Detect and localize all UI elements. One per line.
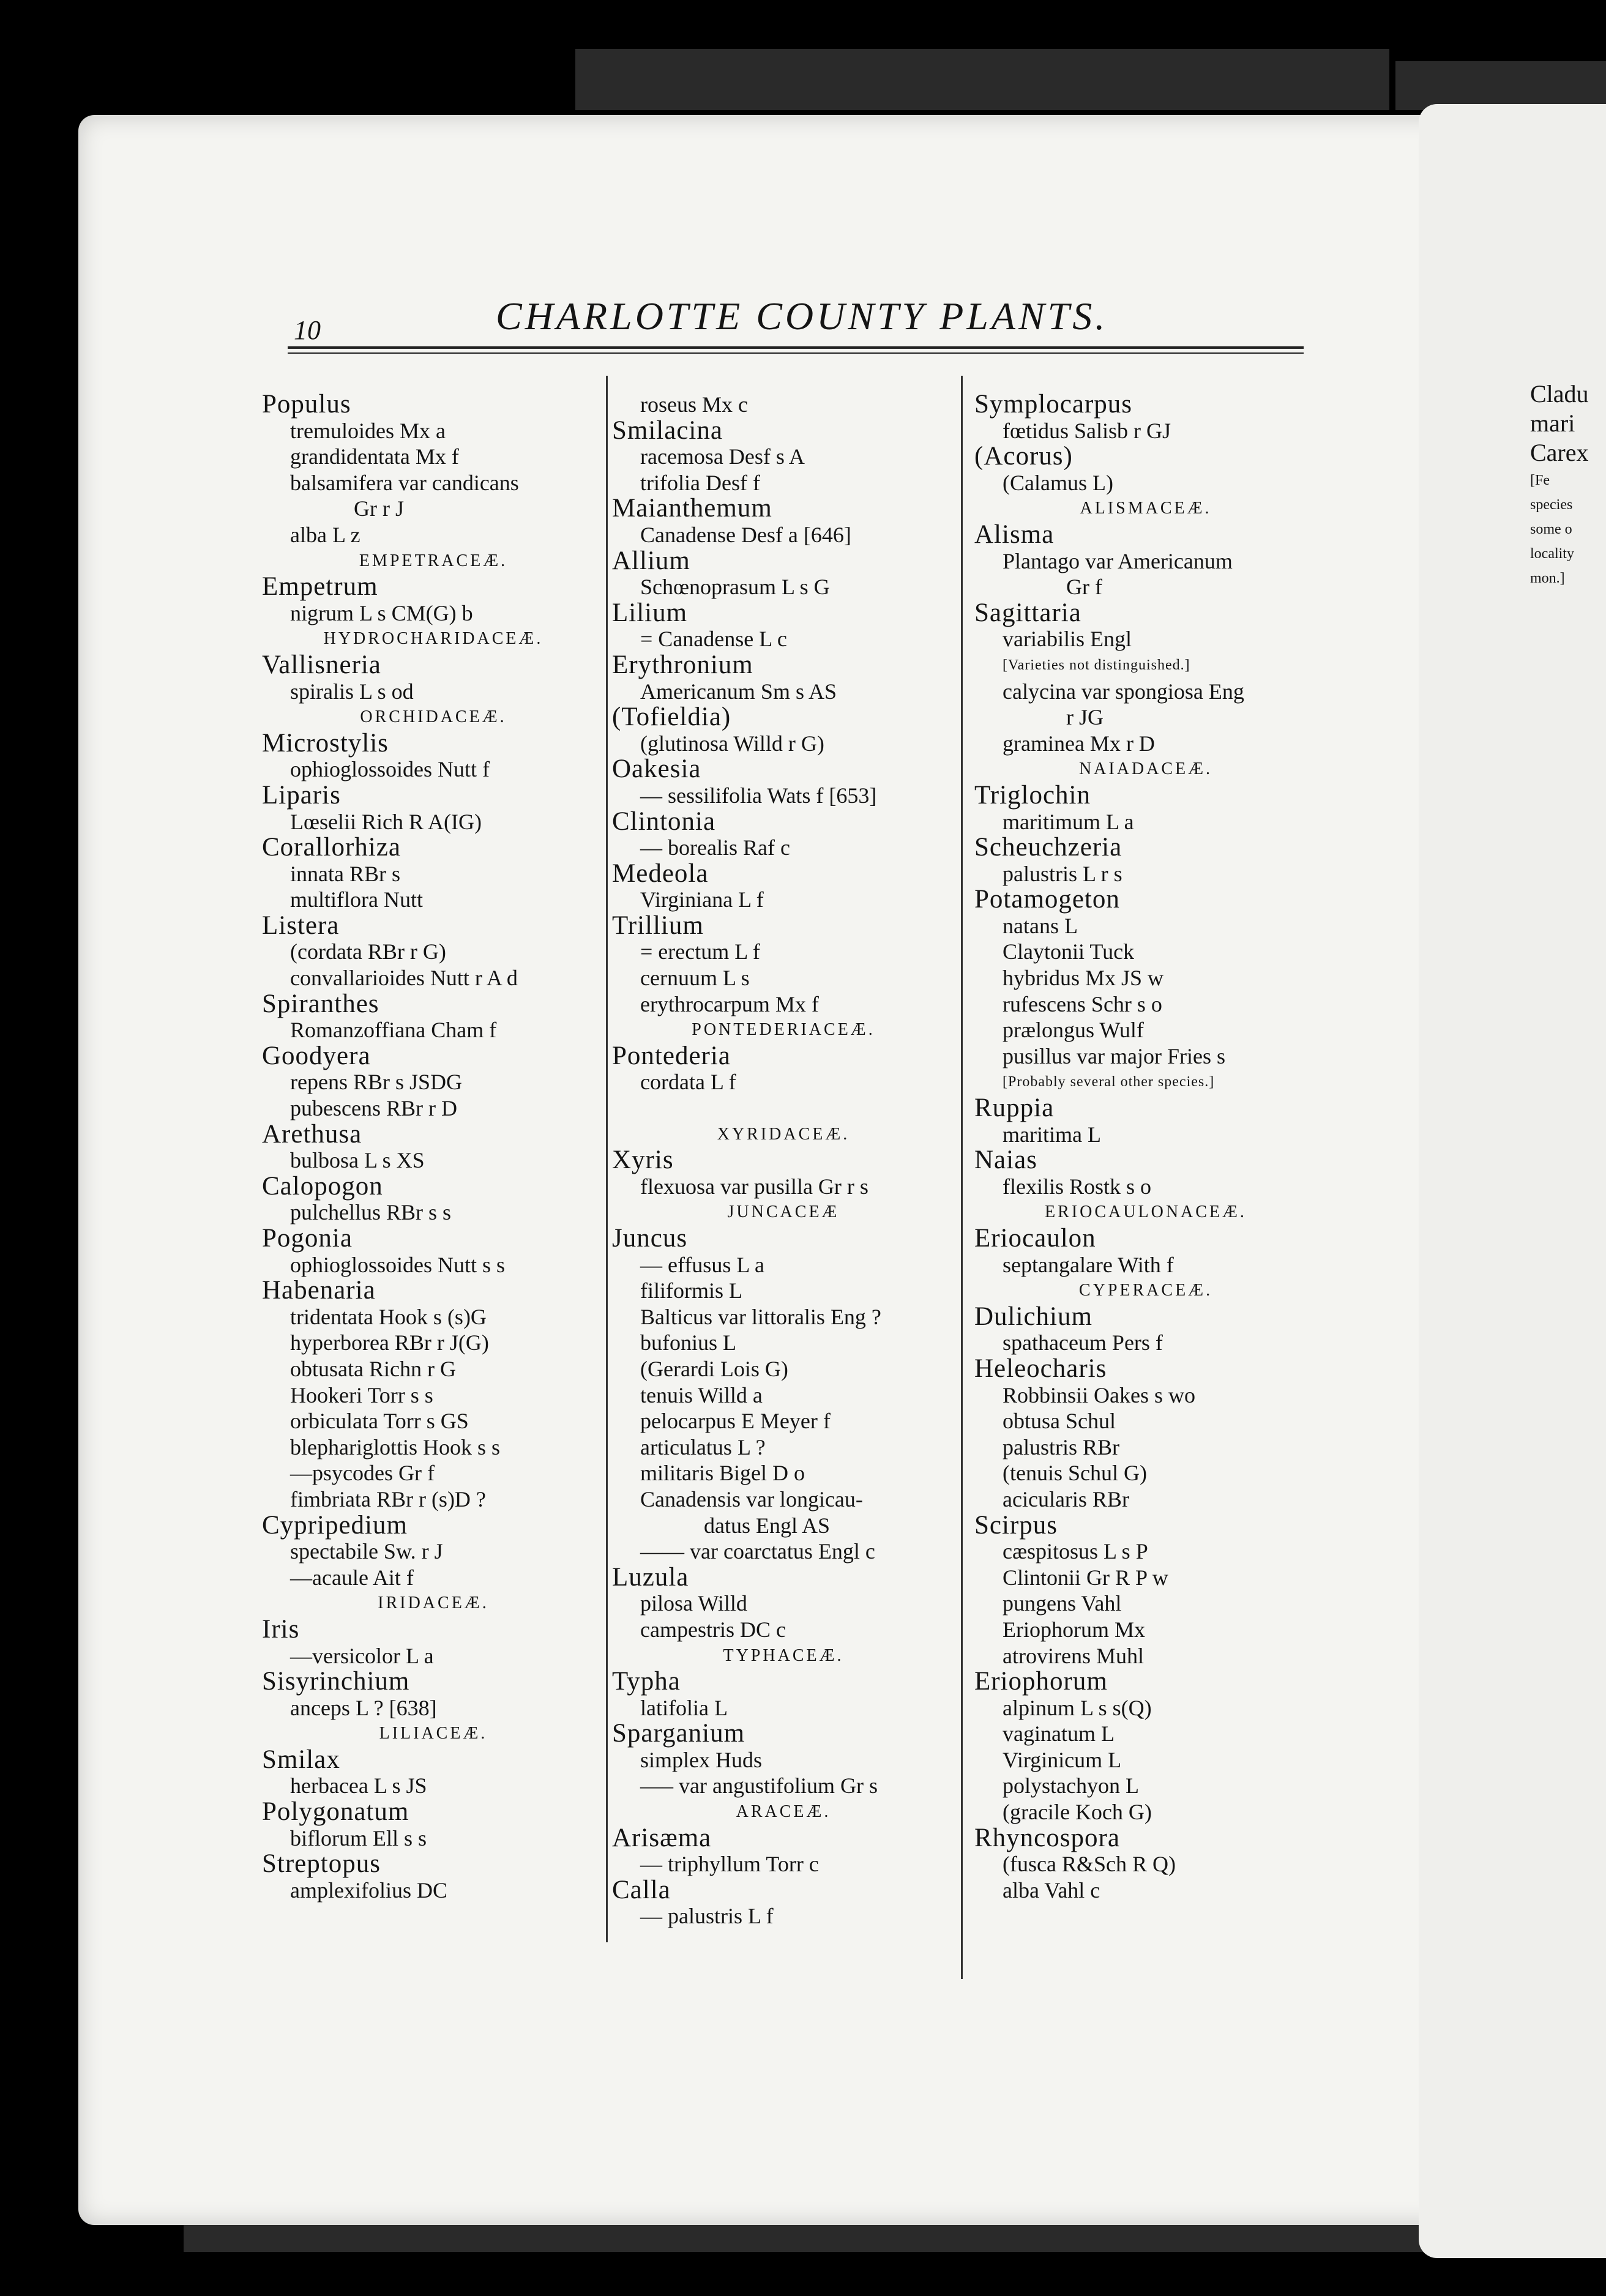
genus-name: Erythronium <box>612 650 753 679</box>
genus-name: Potamogeton <box>974 885 1120 914</box>
species-entry: cæspitosus L s P <box>1003 1539 1148 1564</box>
genus-name: Microstylis <box>262 728 389 758</box>
family-heading: LILIACEÆ. <box>379 1724 488 1743</box>
species-entry: ophioglossoides Nutt s s <box>290 1252 506 1277</box>
species-entry: — borealis Raf c <box>640 835 790 860</box>
genus-name: Sisyrinchium <box>262 1667 410 1696</box>
species-entry: campestris DC c <box>640 1617 786 1642</box>
species-entry: Lœselii Rich R A(IG) <box>290 809 482 834</box>
genus-name: Naias <box>974 1146 1037 1175</box>
genus-name: Populus <box>262 390 351 419</box>
species-entry: simplex Huds <box>640 1747 763 1772</box>
next-page-fragment: some o <box>1530 521 1572 537</box>
species-entry: spectabile Sw. r J <box>290 1539 443 1564</box>
species-entry: trifolia Desf f <box>640 470 760 495</box>
species-entry: convallarioides Nutt r A d <box>290 966 518 991</box>
species-entry: tridentata Hook s (s)G <box>290 1304 487 1329</box>
genus-name: Scirpus <box>974 1510 1058 1540</box>
genus-name: Allium <box>612 546 690 575</box>
species-entry: palustris L r s <box>1003 861 1122 886</box>
genus-name: Smilacina <box>612 416 723 445</box>
species-entry: alba Vahl c <box>1003 1877 1100 1903</box>
spacer <box>612 1095 955 1122</box>
species-entry: calycina var spongiosa Eng <box>1003 679 1244 704</box>
species-entry: Plantago var Americanum <box>1003 548 1233 573</box>
next-page-fragment: Carex <box>1530 439 1589 466</box>
book-spine-top-right <box>1395 61 1606 110</box>
species-entry: cernuum L s <box>640 966 750 991</box>
header-rule-thick <box>288 346 1304 349</box>
species-entry: spathaceum Pers f <box>1003 1330 1163 1355</box>
species-entry: maritimum L a <box>1003 809 1134 834</box>
genus-name: Streptopus <box>262 1849 381 1879</box>
species-entry: articulatus L ? <box>640 1434 766 1459</box>
species-entry: pusillus var major Fries s <box>1003 1043 1225 1068</box>
species-entry: prælongus Wulf <box>1003 1018 1144 1043</box>
genus-name: Lilium <box>612 598 688 627</box>
genus-name: Calla <box>612 1875 671 1904</box>
genus-name: Medeola <box>612 859 709 888</box>
species-entry: obtusata Richn r G <box>290 1356 456 1381</box>
genus-name: Juncus <box>612 1224 688 1253</box>
genus-name: Scheuchzeria <box>974 833 1122 862</box>
family-heading: IRIDACEÆ. <box>378 1593 489 1613</box>
species-entry: —versicolor L a <box>290 1643 434 1668</box>
species-entry: cordata L f <box>640 1070 736 1095</box>
family-heading: NAIADACEÆ. <box>1078 759 1213 779</box>
next-page-fragment: species <box>1530 497 1573 513</box>
genus-name: Listera <box>262 911 340 940</box>
genus-name: Ruppia <box>974 1094 1055 1123</box>
species-entry: acicularis RBr <box>1003 1486 1129 1511</box>
genus-name: Xyris <box>612 1146 674 1175</box>
species-entry: Virginicum L <box>1003 1747 1122 1772</box>
column-divider <box>606 376 608 1942</box>
next-page-fragment: locality <box>1530 546 1574 562</box>
book-spine-top <box>575 49 1389 110</box>
genus-name: Habenaria <box>262 1276 376 1305</box>
genus-name: Symplocarpus <box>974 390 1133 419</box>
species-entry: Schœnoprasum L s G <box>640 575 830 600</box>
species-entry: (Gerardi Lois G) <box>640 1356 788 1381</box>
species-entry: Virginiana L f <box>640 887 764 912</box>
genus-name: Trillium <box>612 911 704 940</box>
species-entry: tenuis Willd a <box>640 1382 763 1407</box>
editorial-note: [Varieties not distinguished.] <box>1003 657 1190 673</box>
genus-name: Pontederia <box>612 1041 731 1070</box>
species-entry: hybridus Mx JS w <box>1003 966 1164 991</box>
species-entry-continued: datus Engl AS <box>704 1513 831 1538</box>
species-entry: atrovirens Muhl <box>1003 1643 1144 1668</box>
species-entry: repens RBr s JSDG <box>290 1070 463 1095</box>
species-entry: pelocarpus E Meyer f <box>640 1409 831 1434</box>
genus-name: Liparis <box>262 780 341 810</box>
species-entry: Balticus var littoralis Eng ? <box>640 1304 881 1329</box>
next-page-fragment: Cladu <box>1530 380 1589 408</box>
genus-name: Vallisneria <box>262 650 381 679</box>
species-entry: —psycodes Gr f <box>290 1461 435 1486</box>
species-entry: hyperborea RBr r J(G) <box>290 1330 489 1355</box>
species-entry: — palustris L f <box>640 1904 774 1929</box>
genus-name: Arisæma <box>612 1823 712 1852</box>
species-entry: bufonius L <box>640 1330 736 1355</box>
genus-name: Polygonatum <box>262 1797 409 1827</box>
species-entry: vaginatum L <box>1003 1721 1115 1746</box>
species-entry-continued: Gr r J <box>354 496 404 521</box>
genus-name: Sparganium <box>612 1719 745 1748</box>
species-entry: — effusus L a <box>640 1252 764 1277</box>
genus-name: Cypripedium <box>262 1510 408 1540</box>
species-entry: maritima L <box>1003 1122 1101 1147</box>
family-heading: ARACEÆ. <box>736 1802 831 1822</box>
genus-name: Smilax <box>262 1745 340 1774</box>
page-number: 10 <box>294 315 321 345</box>
family-heading: PONTEDERIACEÆ. <box>692 1020 875 1040</box>
species-entry: blephariglottis Hook s s <box>290 1434 500 1459</box>
species-entry: flexilis Rostk s o <box>1003 1174 1152 1199</box>
species-entry: (Calamus L) <box>1003 470 1113 495</box>
species-entry: fœtidus Salisb r GJ <box>1003 418 1171 443</box>
genus-name: Iris <box>262 1614 300 1644</box>
genus-name: Arethusa <box>262 1119 362 1149</box>
genus-name: Corallorhiza <box>262 833 401 862</box>
species-entry: pulchellus RBr s s <box>290 1200 452 1225</box>
species-entry: graminea Mx r D <box>1003 731 1155 756</box>
genus-name: Oakesia <box>612 755 701 784</box>
family-heading: EMPETRACEÆ. <box>359 551 508 570</box>
species-entry: spiralis L s od <box>290 679 414 704</box>
species-entry: (cordata RBr r G) <box>290 939 446 964</box>
species-entry: Canadense Desf a [646] <box>640 522 851 547</box>
species-entry: Romanzoffiana Cham f <box>290 1018 497 1043</box>
genus-name: Rhyncospora <box>974 1823 1120 1852</box>
species-entry: roseus Mx c <box>640 392 748 417</box>
species-entry: Claytonii Tuck <box>1003 939 1135 964</box>
next-page-fragment: mari <box>1530 409 1575 437</box>
species-entry: (glutinosa Willd r G) <box>640 731 824 756</box>
species-entry: balsamifera var candicans <box>290 470 519 495</box>
species-entry: militaris Bigel D o <box>640 1461 805 1486</box>
column-3 <box>974 392 1317 1903</box>
editorial-note: [Probably several other species.] <box>1003 1074 1215 1090</box>
family-heading: ERIOCAULONACEÆ. <box>1045 1202 1247 1222</box>
genus-name: Empetrum <box>262 572 378 602</box>
species-entry: = Canadense L c <box>640 627 787 652</box>
species-entry: erythrocarpum Mx f <box>640 991 819 1016</box>
genus-name: Pogonia <box>262 1224 353 1253</box>
species-entry: Eriophorum Mx <box>1003 1617 1145 1642</box>
genus-name: Sagittaria <box>974 598 1081 627</box>
species-entry: anceps L ? [638] <box>290 1695 437 1720</box>
genus-name: (Tofieldia) <box>612 703 731 732</box>
species-entry: Hookeri Torr s s <box>290 1382 433 1407</box>
column-1 <box>262 392 605 1903</box>
family-heading: CYPERACEÆ. <box>1078 1281 1213 1300</box>
species-entry: (gracile Koch G) <box>1003 1800 1152 1825</box>
species-entry: rufescens Schr s o <box>1003 991 1162 1016</box>
family-heading: ALISMACEÆ. <box>1080 499 1212 518</box>
family-heading: ORCHIDACEÆ. <box>360 707 507 727</box>
genus-name: Heleocharis <box>974 1354 1107 1383</box>
species-entry: nigrum L s CM(G) b <box>290 600 473 625</box>
species-entry: variabilis Engl <box>1003 627 1132 652</box>
species-entry: bulbosa L s XS <box>290 1148 425 1173</box>
species-entry: polystachyon L <box>1003 1773 1139 1798</box>
next-page-fragment: mon.] <box>1530 570 1565 586</box>
species-entry: herbacea L s JS <box>290 1773 427 1798</box>
species-entry: palustris RBr <box>1003 1434 1120 1459</box>
species-entry: — triphyllum Torr c <box>640 1852 819 1877</box>
genus-name: Maianthemum <box>612 494 772 523</box>
column-divider <box>961 376 963 1979</box>
species-entry: racemosa Desf s A <box>640 444 805 469</box>
species-entry: alpinum L s s(Q) <box>1003 1695 1152 1720</box>
running-head: CHARLOTTE COUNTY PLANTS. <box>496 294 1108 338</box>
species-entry: (tenuis Schul G) <box>1003 1461 1147 1486</box>
genus-name: (Acorus) <box>974 442 1073 471</box>
species-entry: orbiculata Torr s GS <box>290 1409 469 1434</box>
species-entry: (fusca R&Sch R Q) <box>1003 1852 1176 1877</box>
species-entry: — sessilifolia Wats f [653] <box>640 783 877 808</box>
species-entry: pungens Vahl <box>1003 1591 1122 1616</box>
genus-name: Eriophorum <box>974 1667 1108 1696</box>
genus-name: Calopogon <box>262 1171 383 1201</box>
species-entry: amplexifolius DC <box>290 1877 447 1903</box>
genus-name: Dulichium <box>974 1302 1092 1331</box>
species-entry: latifolia L <box>640 1695 728 1720</box>
genus-name: Luzula <box>612 1562 689 1592</box>
species-entry-continued: r JG <box>1066 705 1104 730</box>
genus-name: Alisma <box>974 520 1055 549</box>
family-heading: TYPHACEÆ. <box>723 1646 844 1665</box>
genus-name: Clintonia <box>612 807 716 836</box>
genus-name: Spiranthes <box>262 989 379 1018</box>
species-entry: —— var coarctatus Engl c <box>640 1539 875 1564</box>
species-entry: multiflora Nutt <box>290 887 423 912</box>
species-entry: pilosa Willd <box>640 1591 747 1616</box>
species-entry: tremuloides Mx a <box>290 418 446 443</box>
species-entry: —– var angustifolium Gr s <box>640 1773 878 1798</box>
species-entry: biflorum Ell s s <box>290 1825 427 1851</box>
header-rule-thin <box>288 352 1304 354</box>
genus-name: Goodyera <box>262 1041 371 1070</box>
adjacent-page <box>1419 104 1606 2258</box>
species-entry: alba L z <box>290 522 360 547</box>
species-entry: septangalare With f <box>1003 1252 1174 1277</box>
species-entry: fimbriata RBr r (s)D ? <box>290 1486 486 1511</box>
species-entry-continued: Gr f <box>1066 575 1102 600</box>
species-entry: Robbinsii Oakes s wo <box>1003 1382 1195 1407</box>
species-entry: natans L <box>1003 913 1078 938</box>
genus-name: Eriocaulon <box>974 1224 1096 1253</box>
species-entry: Canadensis var longicau- <box>640 1486 863 1511</box>
species-entry: flexuosa var pusilla Gr r s <box>640 1174 868 1199</box>
species-entry: ophioglossoides Nutt f <box>290 757 490 782</box>
family-heading: XYRIDACEÆ. <box>717 1124 850 1144</box>
species-entry: pubescens RBr r D <box>290 1096 457 1121</box>
species-entry: Americanum Sm s AS <box>640 679 837 704</box>
genus-name: Typha <box>612 1667 681 1696</box>
species-entry: filiformis L <box>640 1278 742 1303</box>
species-entry: = erectum L f <box>640 939 760 964</box>
species-entry: grandidentata Mx f <box>290 444 459 469</box>
family-heading: JUNCACEÆ <box>727 1202 840 1222</box>
species-entry: obtusa Schul <box>1003 1409 1116 1434</box>
family-heading: HYDROCHARIDACEÆ. <box>323 629 543 649</box>
column-2 <box>612 392 955 1929</box>
species-entry: —acaule Ait f <box>290 1565 414 1590</box>
species-entry: innata RBr s <box>290 861 400 886</box>
genus-name: Triglochin <box>974 780 1091 810</box>
next-page-fragment: [Fe <box>1530 472 1550 488</box>
species-entry: Clintonii Gr R P w <box>1003 1565 1168 1590</box>
